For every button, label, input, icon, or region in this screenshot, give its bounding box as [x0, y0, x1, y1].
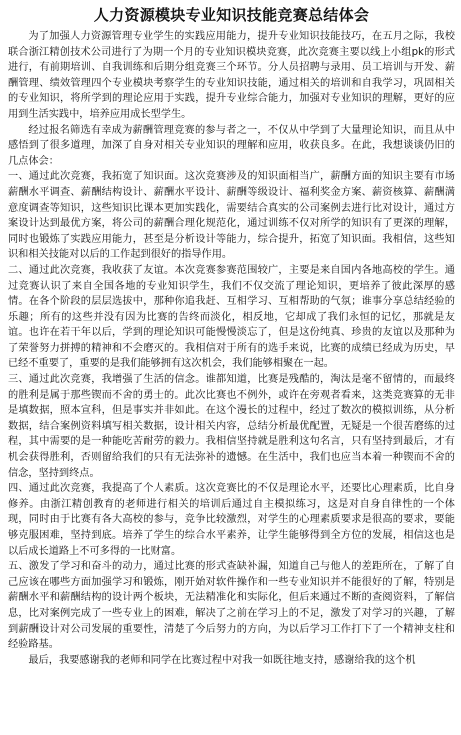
document-title: 人力资源模块专业知识技能竞赛总结体会: [93, 6, 370, 24]
experience-paragraph: 经过报名筛选有幸成为薪酬管理竞赛的参与者之一，不仅从中学到了大量理论知识，而且从中感悟到了很多道理，加深了自身对相关专业知识的理解和应用，收获良多。在此，我想谈谈仍旧的几点体会：: [8, 124, 455, 167]
point-3-paragraph: 三、通过此次竞赛，我增强了生活的信念。谁都知道，比赛是残酷的，淘汰是毫不留情的，而最终的胜利是属于那些锲而不舍的勇士的。此次比赛也不例外，或许在旁观者看来，这类竞赛算的无非是填数据，照本宣科，但是事实并非如此。在这个漫长的过程中，经过了数次的模拟训练，从分析数据，结合案例资料填写相关数据，设计相关内容，总结分析最优配置，无疑是一个很苦磨练的过程，其中需要的是一种能吃苦耐劳的毅力。我相信坚持就是胜利这句名言，只有坚持到最后，才有机会获得胜利，否则留给我们的只有无法弥补的遗憾。在生活中，我们也应当本着一种锲而不舍的信念，坚持到终点。: [8, 374, 455, 479]
point-1-paragraph: 一、通过此次竞赛，我拓宽了知识面。这次竞赛涉及的知识面相当广，薪酬方面的知识主要有市场薪酬水平调查、薪酬结构设计、薪酬水平设计、薪酬等级设计、福利奖金方案、薪资核算、薪酬满意度调查等知识，这些知识比课本更加实践化，需要结合真实的公司案例去进行比对设计，通过方案设计达到最优方案，将公司的薪酬合理化规范化，通过训练不仅对所学的知识有了更深的理解，同时也锻炼了实践应用能力，甚至是分析设计等能力，综合提升，拓宽了知识面。我相信，这些知识和相关技能对以后的工作起到很好的指导作用。: [8, 171, 455, 261]
point-2-paragraph: 二、通过此次竞赛，我收获了友谊。本次竞赛参赛范围较广，主要是来自国内各地高校的学生。通过竞赛认识了来自全国各地的专业知识学生，我们不仅交流了理论知识，更培养了彼此深厚的感情。在各个阶段的层层选拔中，那种你追我赶、互相学习、互相帮助的气氛；谁事分享总结经验的乐趣；所有的这些并没有因为比赛的告终而淡化，相反地，它却成了我们永恒的记忆，那就是友谊。也许在若干年以后，学到的理论知识可能慢慢淡忘了，但是这份纯真、珍贵的友谊以及那种为了荣誉努力拼搏的精神和不会磨灭的。我相信对于所有的选手来说，比赛的成绩已经成为历史，早已经不重要了，重要的是我们能够拥有这次机会，我们能够相聚在一起。: [8, 264, 455, 370]
intro-paragraph: 为了加强人力资源管理专业学生的实践应用能力，提升专业知识技能技巧，在五月之际，我校联合浙江精创技术公司进行了为期一个月的专业知识模块竞赛，此次竞赛主要以线上小组pk的形式进行，有前期培训、自我训练和后期分组竞赛三个环节。分人员招聘与录用、员工培训与开发、薪酬管理、绩效管理四个专业模块考察学生的专业知识技能，通过相关的培训和自我学习，巩固相关的专业知识，将所学到的理论应用于实践，提升专业综合能力，加强对专业知识的理解，更好的应用到生活实践中，培养应用成长型学生。: [8, 31, 455, 120]
point-4-paragraph: 四、通过此次竞赛，我提高了个人素质。这次竞赛比的不仅是理论水平，还要比心理素质，比自身修养。由浙江精创教育的老师进行相关的培训后通过自主模拟练习，这是对自身自律性的一个体现，同时由于比赛有各大高校的参与，竞争比较激烈，对学生的心理素质要求是很高的要求，要能够克服困难，坚持到底。培养了学生的综合水平素养，让学生能够得到全方位的发展，相信这也是以后成长道路上不可多得的一比财富。: [8, 483, 455, 557]
closing-paragraph: 最后，我要感谢我的老师和同学在比赛过程中对我一如既往地支持，感谢给我的这个机: [28, 654, 416, 666]
point-5-paragraph: 五、激发了学习和奋斗的动力，通过比赛的形式查缺补漏，知道自己与他人的差距所在，了解了自己应该在哪些方面加强学习和锻炼，刚开始对软件操作和一些专业知识并不能很好的了解，特别是薪酬水平和薪酬结构的设计两个板块，无法精准化和实际化，但后来通过不断的查阅资料，了解信息，比对案例完成了一些专业上的困难，解决了之前在学习上的不足，激发了对学习的兴趣，了解到薪酬设计对公司发展的重要性，清楚了今后努力的方向，为以后学习工作打下了一个精神支柱和经验路基。: [8, 561, 455, 651]
